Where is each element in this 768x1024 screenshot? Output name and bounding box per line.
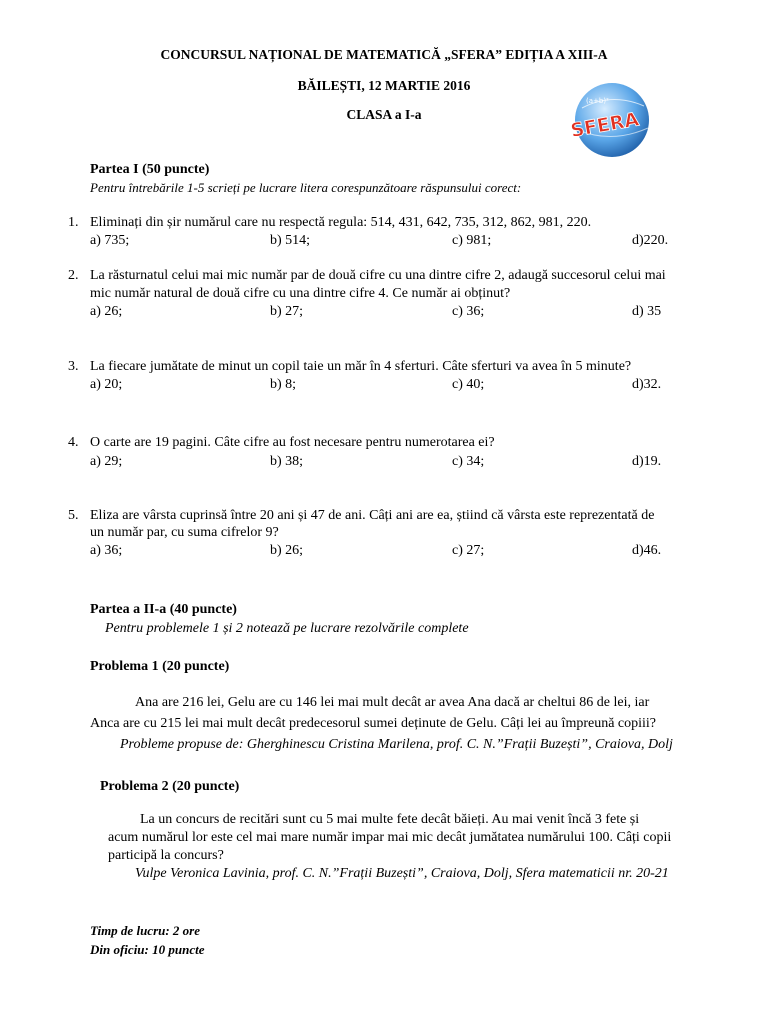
problem2-text: La un concurs de recitări sunt cu 5 mai multe fete decât băieți. Au mai venit încă 3 fete și — [140, 812, 640, 827]
sfera-logo — [562, 78, 668, 160]
question-number: 1. — [68, 215, 79, 230]
answer-option-d: d)19. — [632, 454, 662, 469]
question-text: Eliza are vârsta cuprinsă între 20 ani și 47 de ani. Câți ani are ea, știind că vârsta este reprezentată de — [90, 508, 655, 523]
question-text: La fiecare jumătate de minut un copil taie un măr în 4 sferturi. Câte sferturi va avea în 5 minute? — [90, 359, 632, 374]
answer-option-b: b) 8; — [270, 377, 297, 392]
question-number: 5. — [68, 508, 79, 523]
part1-title: Partea I (50 puncte) — [90, 162, 210, 177]
question-text-cont: un număr par, cu suma cifrelor 9? — [90, 525, 279, 540]
problem1-author: Probleme propuse de: Gherghinescu Cristina Marilena, prof. C. N.”Frații Buzești”, Craiova, Dolj — [120, 737, 673, 752]
problem2-author: Vulpe Veronica Lavinia, prof. C. N.”Frații Buzești”, Craiova, Dolj, Sfera matematicii nr. 20-21 — [135, 866, 669, 881]
question-text: O carte are 19 pagini. Câte cifre au fost necesare pentru numerotarea ei? — [90, 435, 495, 450]
answer-option-b: b) 27; — [270, 304, 304, 319]
logo-text: SFERA — [568, 108, 641, 143]
problem1-text: Ana are 216 lei, Gelu are cu 146 lei mai mult decât ar avea Ana dacă ar cheltui 86 de lei, iar — [135, 695, 650, 710]
question-text: La răsturnatul celui mai mic număr par de două cifre cu una dintre cifre 2, adaugă succesorul celui mai — [90, 268, 666, 283]
answer-option-c: c) 981; — [452, 233, 492, 248]
answer-option-b: b) 26; — [270, 543, 304, 558]
problem2-text-cont2: participă la concurs? — [108, 848, 224, 863]
answer-option-c: c) 27; — [452, 543, 485, 558]
answer-option-a: a) 29; — [90, 454, 123, 469]
answer-option-d: d)32. — [632, 377, 662, 392]
contest-location-date: BĂILEȘTI, 12 MARTIE 2016 — [297, 78, 471, 93]
answer-option-b: b) 38; — [270, 454, 304, 469]
problem1-title: Problema 1 (20 puncte) — [90, 659, 230, 674]
contest-title: CONCURSUL NAȚIONAL DE MATEMATICĂ „SFERA” EDIȚIA A XIII-A — [160, 47, 608, 62]
answer-option-c: c) 36; — [452, 304, 485, 319]
answer-option-d: d) 35 — [632, 304, 662, 319]
answer-option-a: a) 20; — [90, 377, 123, 392]
question-number: 4. — [68, 435, 79, 450]
question-number: 2. — [68, 268, 79, 283]
bonus-points: Din oficiu: 10 puncte — [90, 942, 205, 957]
problem1-text-cont: Anca are cu 215 lei mai mult decât predecesorul sumei deținute de Gelu. Câți lei au împreună copiii? — [90, 716, 657, 731]
logo-formula: (a+b)² — [586, 97, 609, 105]
part2-instruction: Pentru problemele 1 și 2 notează pe lucrare rezolvările complete — [105, 621, 469, 636]
answer-option-d: d)220. — [632, 233, 669, 248]
answer-option-a: a) 735; — [90, 233, 130, 248]
work-time: Timp de lucru: 2 ore — [90, 923, 201, 938]
answer-option-c: c) 34; — [452, 454, 485, 469]
answer-option-a: a) 26; — [90, 304, 123, 319]
question-number: 3. — [68, 359, 79, 374]
problem2-title: Problema 2 (20 puncte) — [100, 779, 240, 794]
question-text-cont: mic număr natural de două cifre cu una dintre cifre 4. Ce număr ai obținut? — [90, 286, 511, 301]
answer-option-b: b) 514; — [270, 233, 311, 248]
answer-option-d: d)46. — [632, 543, 662, 558]
part2-title: Partea a II-a (40 puncte) — [90, 602, 237, 617]
problem2-text-cont: acum numărul lor este cel mai mare număr impar mai mic decât jumătatea numărului 100. Câți copii — [108, 830, 672, 845]
grade-label: CLASA a I-a — [346, 107, 422, 122]
answer-option-a: a) 36; — [90, 543, 123, 558]
question-text: Eliminați din șir numărul care nu respectă regula: 514, 431, 642, 735, 312, 862, 981, 220. — [90, 215, 592, 230]
part1-instruction: Pentru întrebările 1-5 scrieți pe lucrare litera corespunzătoare răspunsului corect: — [90, 180, 522, 195]
answer-option-c: c) 40; — [452, 377, 485, 392]
